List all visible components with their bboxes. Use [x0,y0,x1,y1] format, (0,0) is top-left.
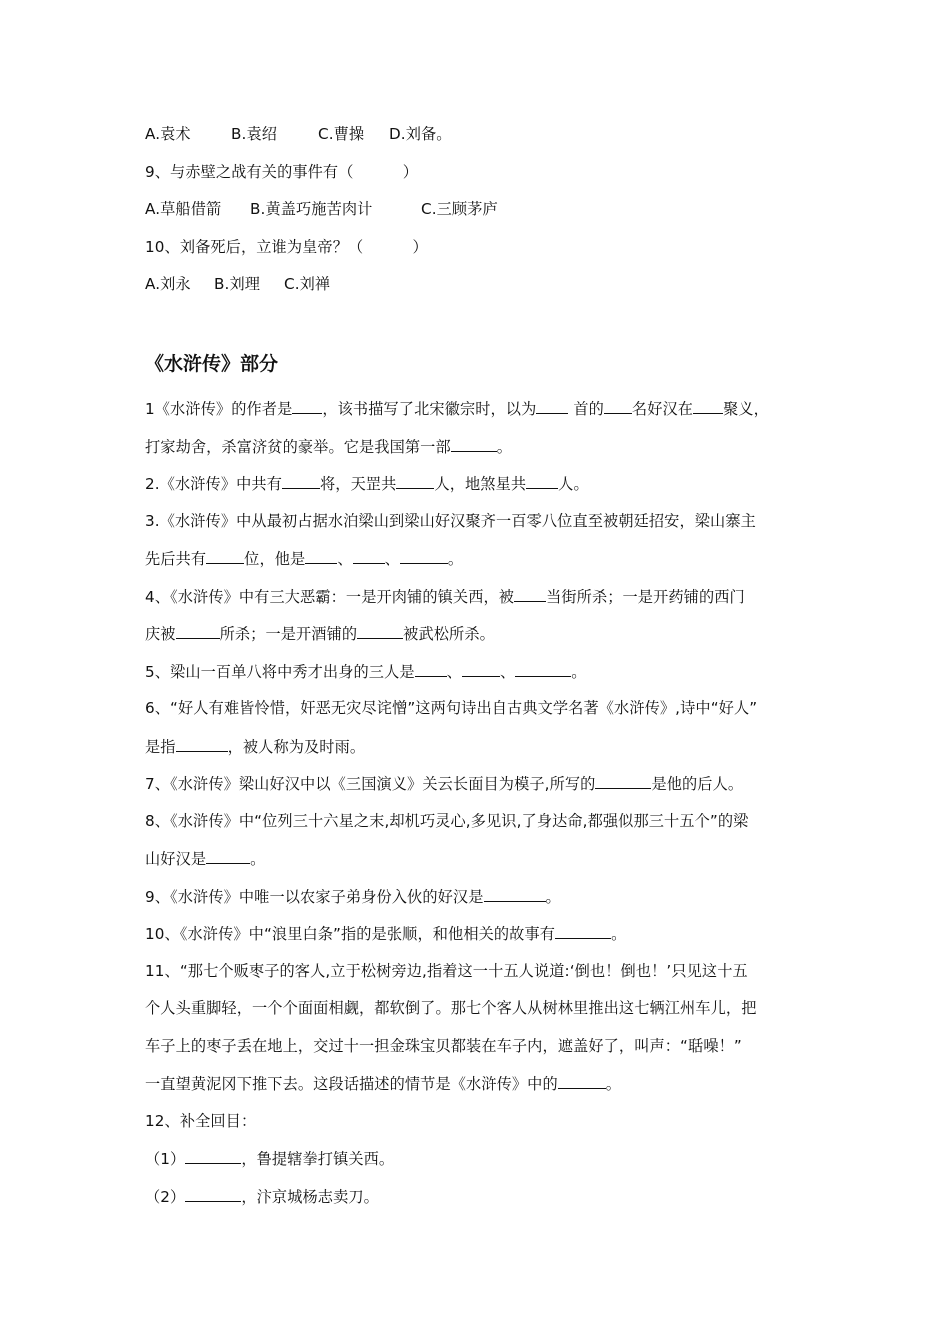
option-b: B.袁绍 [231,125,278,143]
answer-blank[interactable] [396,473,434,489]
answer-blank[interactable] [400,548,448,564]
option-b: B.黄盖巧施苦肉计 [250,200,373,218]
answer-blank[interactable] [206,548,244,564]
answer-blank[interactable] [462,661,500,677]
q8-options [145,124,545,144]
q12-title: 12、补全回目： [145,1112,257,1130]
q5-line: 5、梁山一百单八将中秀才出身的三人是 、 、 。 [145,663,587,681]
q4-line1: 4、《水浒传》中有三大恶霸：一是开肉铺的镇关西，被 当街所杀；一是开药铺的西门 [145,588,745,606]
answer-blank[interactable] [185,1186,241,1202]
answer-blank[interactable] [206,848,250,864]
answer-blank[interactable] [357,623,403,639]
option-d: D.刘备。 [389,125,452,143]
answer-blank[interactable] [176,623,220,639]
q6-line2: 是指 ，被人称为及时雨。 [145,738,366,756]
q9-text: 9、与赤壁之战有关的事件有（ ） [145,163,419,181]
answer-blank[interactable] [353,548,385,564]
answer-blank[interactable] [536,398,568,414]
q9-options [145,199,645,219]
q11-line1: 11、“那七个贩枣子的客人,立于松树旁边,指着这一十五人说道:‘倒也！倒也！’只见这十五 [145,962,748,980]
q11-line3: 车子上的枣子丢在地上，交过十一担金珠宝贝都装在车子内，遮盖好了，叫声：“聒噪！” [145,1037,742,1055]
answer-blank[interactable] [415,661,447,677]
q1-line1: 1《水浒传》的作者是 ，该书描写了北宋徽宗时，以为 首的 名好汉在 聚义， [145,400,769,418]
answer-blank[interactable] [558,1073,606,1089]
answer-blank[interactable] [595,773,651,789]
q8-line1: 8、《水浒传》中“位列三十六星之末,却机巧灵心,多见识,了身达命,都强似那三十五个”的梁 [145,812,749,830]
answer-blank[interactable] [305,548,337,564]
answer-blank[interactable] [526,473,558,489]
q10-options [145,274,445,294]
q3-line1: 3.《水浒传》中从最初占据水泊梁山到梁山好汉聚齐一百零八位直至被朝廷招安，梁山寨主 [145,512,756,530]
q2-line: 2.《水浒传》中共有 将，天罡共 人，地煞星共 人。 [145,475,589,493]
answer-blank[interactable] [693,398,723,414]
q10-line: 10、《水浒传》中“浪里白条”指的是张顺，和他相关的故事有 。 [145,925,627,943]
q12-item1: （1） ，鲁提辖拳打镇关西。 [145,1150,395,1168]
q8-line2: 山好汉是 。 [145,850,266,868]
answer-blank[interactable] [484,886,546,902]
q11-line4: 一直望黄泥冈下推下去。这段话描述的情节是《水浒传》中的 。 [145,1075,622,1093]
q3-line2: 先后共有 位，他是 、 、 。 [145,550,464,568]
answer-blank[interactable] [451,436,497,452]
answer-blank[interactable] [185,1148,241,1164]
option-c: C.三顾茅庐 [421,200,498,218]
q10-text: 10、刘备死后，立谁为皇帝？（ ） [145,238,428,256]
option-a: A.草船借箭 [145,200,222,218]
q12-item2: （2） ，汴京城杨志卖刀。 [145,1188,379,1206]
answer-blank[interactable] [176,736,228,752]
option-c: C.刘禅 [284,275,331,293]
q7-line: 7、《水浒传》梁山好汉中以《三国演义》关云长面目为模子,所写的 是他的后人。 [145,775,744,793]
q11-line2: 个人头重脚轻，一个个面面相觑，都软倒了。那七个客人从树林里推出这七辆江州车儿，把 [145,999,757,1017]
answer-blank[interactable] [292,398,322,414]
q1-line2: 打家劫舍，杀富济贫的豪举。它是我国第一部 。 [145,438,513,456]
option-a: A.袁术 [145,125,191,143]
q9-line: 9、《水浒传》中唯一以农家子弟身份入伙的好汉是 。 [145,888,561,906]
answer-blank[interactable] [282,473,320,489]
answer-blank[interactable] [555,923,611,939]
answer-blank[interactable] [604,398,632,414]
option-c: C.曹操 [318,125,365,143]
q4-line2: 庆被 所杀；一是开酒铺的 被武松所杀。 [145,625,495,643]
answer-blank[interactable] [514,586,546,602]
option-a: A.刘永 [145,275,191,293]
answer-blank[interactable] [515,661,571,677]
q6-line1: 6、“好人有难皆怜惜，奸恶无灾尽诧憎”这两句诗出自古典文学名著《水浒传》,诗中“好人” [145,699,758,717]
section-title: 《水浒传》部分 [145,353,279,375]
option-b: B.刘理 [214,275,261,293]
